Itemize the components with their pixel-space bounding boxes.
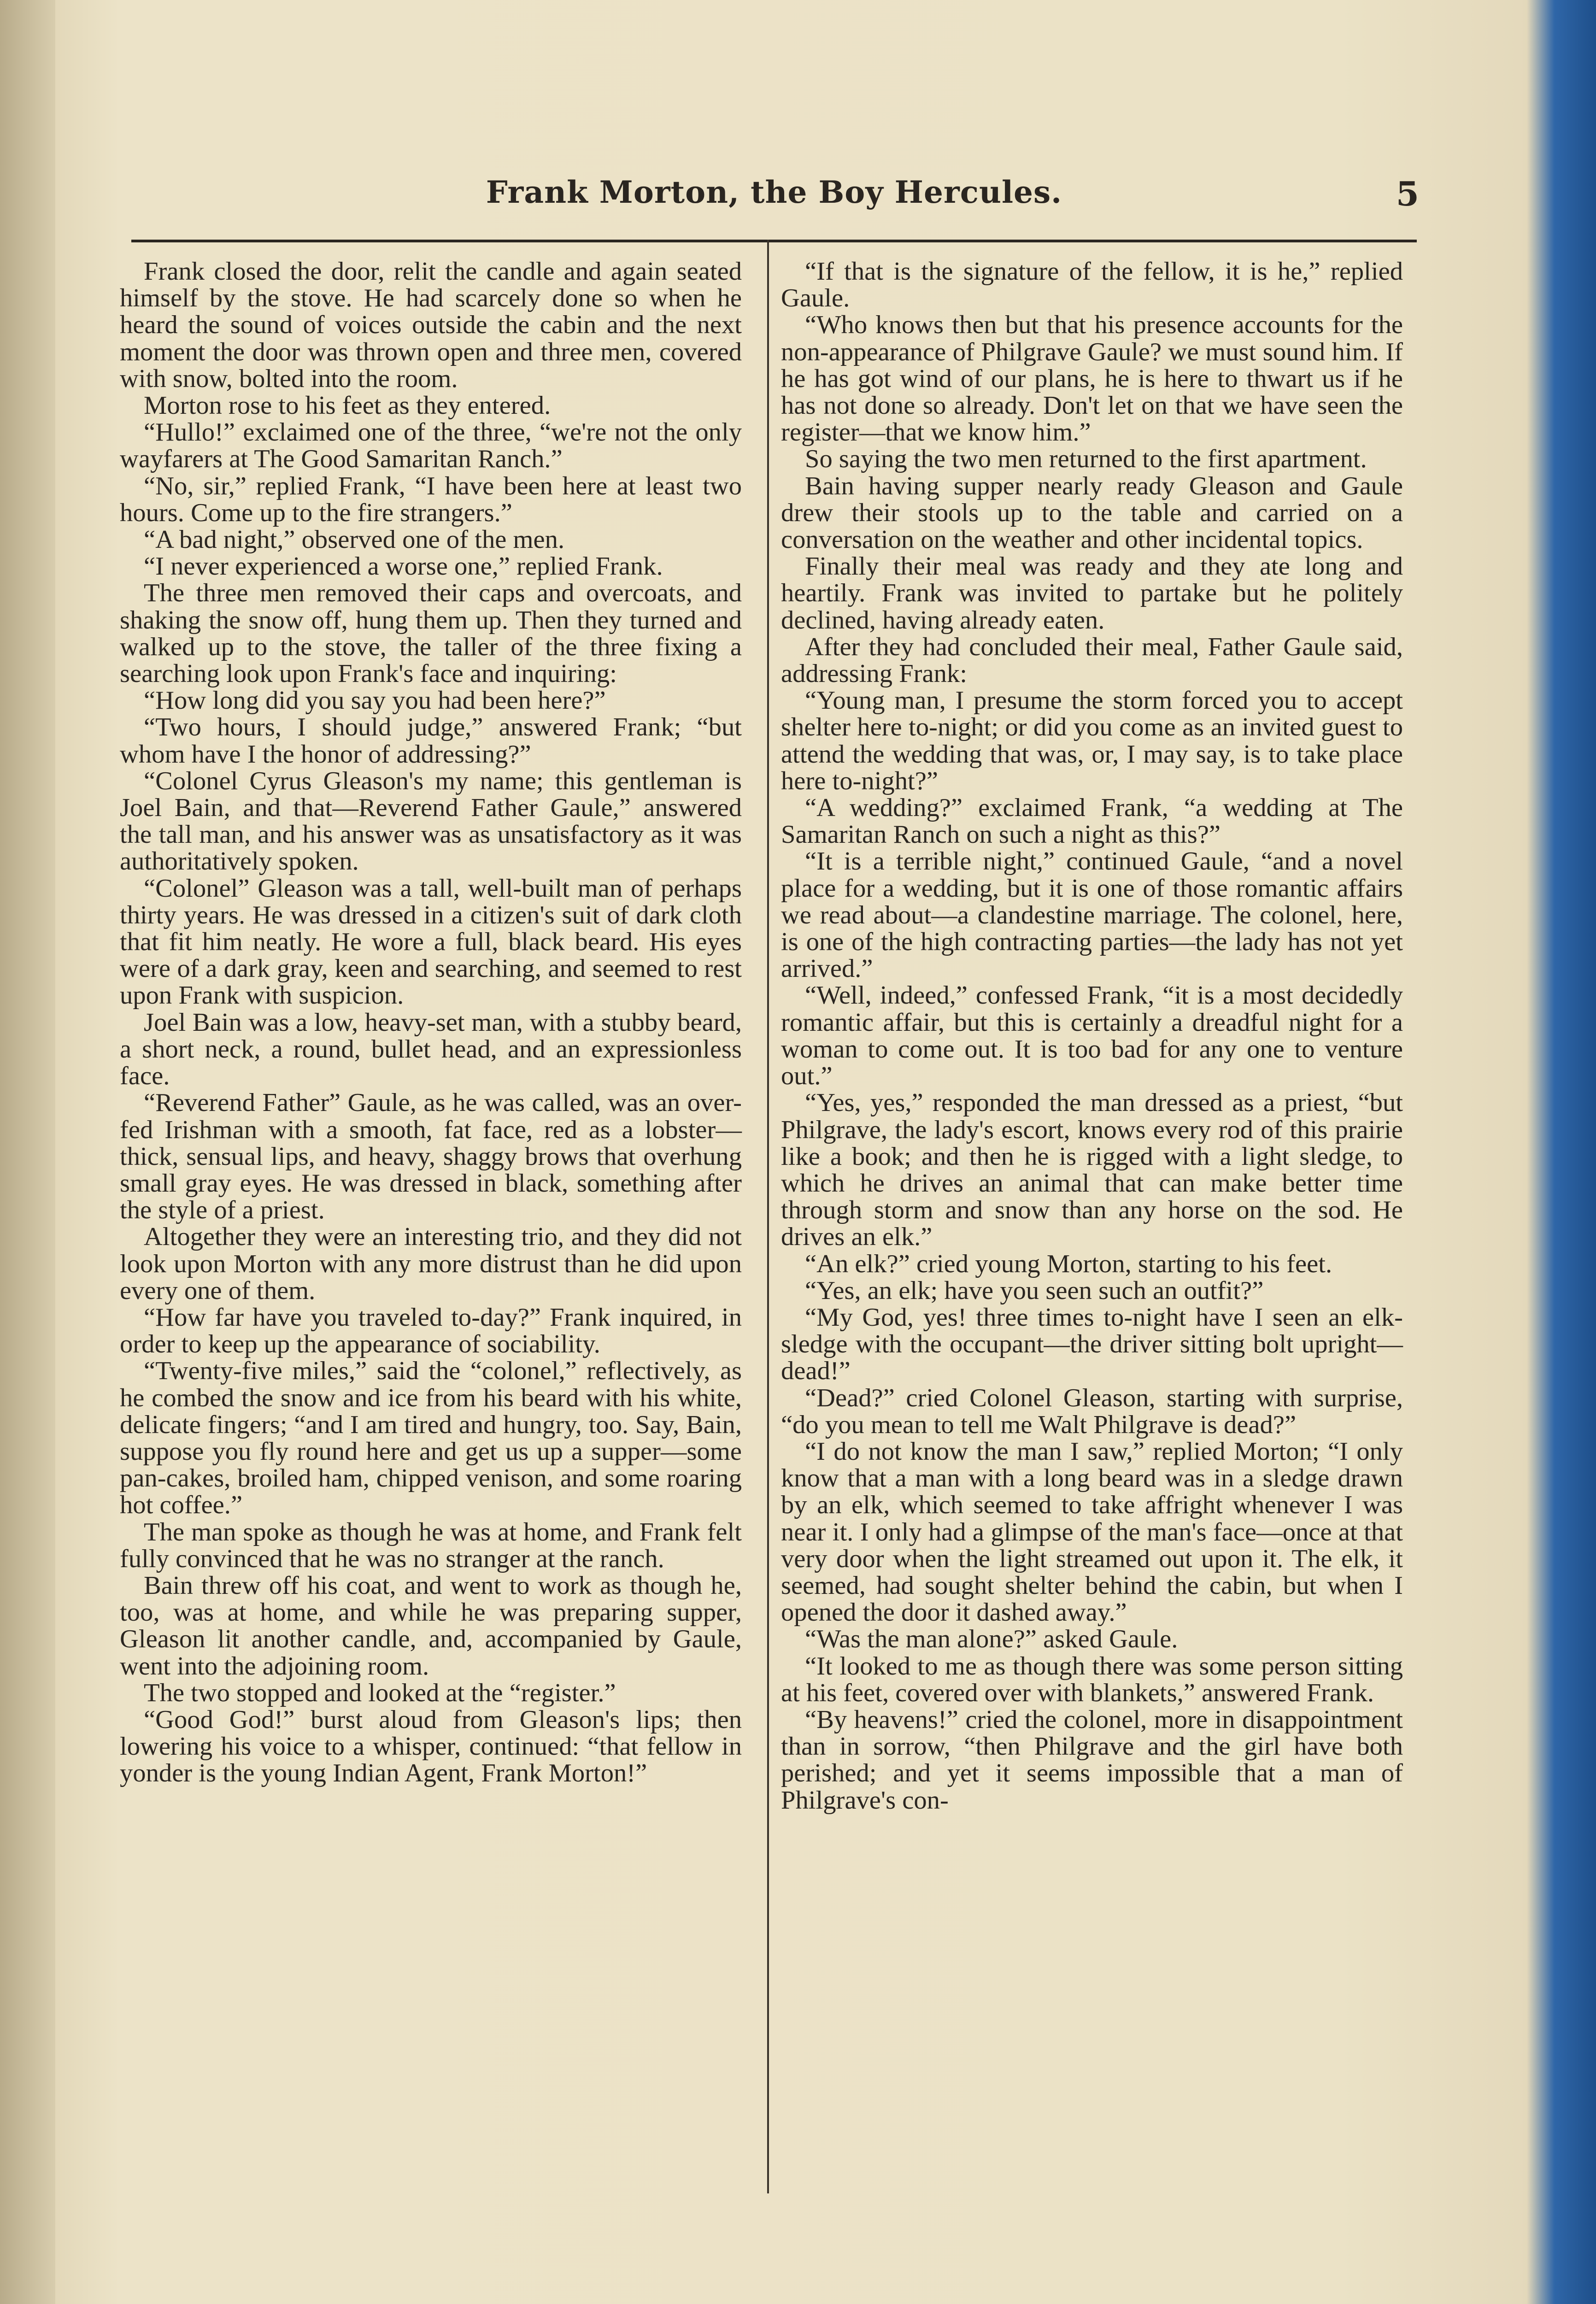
paragraph: The three men removed their caps and overcoats, and shaking the snow off, hung them up. Then they turned and walked up to the stove, the taller of the three fixing a searching look upon Frank's face and inquiring: [120, 579, 742, 688]
paragraph: “An elk?” cried young Morton, starting to his feet. [805, 1249, 1332, 1278]
paragraph: Bain having supper nearly ready Gleason and Gaule drew their stools up to the table and carried on a conversation on the weather and other incidental topics. [781, 471, 1403, 554]
paragraph: “It is a terrible night,” continued Gaule, “and a novel place for a wedding, but it is one of those romantic affairs we read about—a clandestine marriage. The colonel, here, is one of the high contracting parties—the lady has not yet arrived.” [781, 847, 1403, 983]
column-divider [767, 240, 769, 2193]
paragraph: “Well, indeed,” confessed Frank, “it is a most decidedly romantic affair, but this is certainly a dreadful night for a woman to come out. It is too bad for any one to venture out.” [781, 981, 1403, 1091]
paragraph: “By heavens!” cried the colonel, more in disappointment than in sorrow, “then Philgrave and the girl have both perished; and yet it seems impossible that a man of Philgrave's con- [781, 1705, 1403, 1815]
paragraph: “Who knows then but that his presence accounts for the non-appearance of Philgrave Gaule? we must sound him. If he has got wind of our plans, he is here to thwart us if he has not done so already. Don't let on that we have seen the register—that we know him.” [781, 311, 1403, 447]
paragraph: “Young man, I presume the storm forced you to accept shelter here to-night; or did you come as an invited guest to attend the wedding that was, or, I may say, is to take place here to-night?” [781, 686, 1403, 795]
page-number: 5 [1396, 174, 1419, 213]
paragraph: So saying the two men returned to the first apartment. [805, 445, 1367, 474]
paragraph: Frank closed the door, relit the candle and again seated himself by the stove. He had scarcely done so when he heard the sound of voices outside the cabin and the next moment the door was thrown open and three men, covered with snow, bolted into the room. [120, 257, 742, 393]
paragraph: After they had concluded their meal, Father Gaule said, addressing Frank: [781, 632, 1403, 688]
paragraph: Altogether they were an interesting trio, and they did not look upon Morton with any more distrust than he did upon every one of them. [120, 1223, 742, 1305]
paragraph: “I never experienced a worse one,” replied Frank. [144, 552, 663, 581]
blue-backing-edge [1527, 0, 1596, 2304]
paragraph: Finally their meal was ready and they ate long and heartily. Frank was invited to partake but he politely declined, having already eaten. [781, 552, 1403, 635]
paragraph: “I do not know the man I saw,” replied Morton; “I only know that a man with a long beard was in a sledge drawn by an elk, which seemed to take affright whenever I was near it. I only had a glimpse of the man's face—once at that very door when the light streamed out upon it. The elk, it seemed, had sought shelter behind the cabin, but when I opened the door it dashed away.” [781, 1437, 1403, 1627]
paragraph: The man spoke as though he was at home, and Frank felt fully convinced that he was no stranger at the ranch. [120, 1517, 742, 1573]
header-rule [131, 240, 1417, 242]
paragraph: “Dead?” cried Colonel Gleason, starting with surprise, “do you mean to tell me Walt Philgrave is dead?” [781, 1383, 1403, 1439]
paragraph: Morton rose to his feet as they entered. [144, 391, 551, 420]
paragraph: “Reverend Father” Gaule, as he was called, was an over-fed Irishman with a smooth, fat face, red as a lobster—thick, sensual lips, and heavy, shaggy brows that overhung small gray eyes. He was dressed in black, something after the style of a priest. [120, 1088, 742, 1225]
paragraph: The two stopped and looked at the “register.” [144, 1678, 616, 1707]
right-column [781, 258, 1403, 1814]
paragraph: “How far have you traveled to-day?” Frank inquired, in order to keep up the appearance of sociability. [120, 1303, 742, 1359]
paragraph: “Twenty-five miles,” said the “colonel,” reflectively, as he combed the snow and ice from his beard with his white, delicate fingers; “and I am tired and hungry, too. Say, Bain, suppose you fly round here and get us up a supper—some pan-cakes, broiled ham, chipped venison, and some roaring hot coffee.” [120, 1357, 742, 1520]
paragraph: “Was the man alone?” asked Gaule. [805, 1625, 1178, 1654]
paragraph: “Colonel” Gleason was a tall, well-built man of perhaps thirty years. He was dressed in a citizen's suit of dark cloth that fit him neatly. He wore a full, black beard. His eyes were of a dark gray, keen and searching, and seemed to rest upon Frank with suspicion. [120, 874, 742, 1010]
paragraph: “A bad night,” observed one of the men. [144, 525, 565, 554]
running-title: Frank Morton, the Boy Hercules. [486, 174, 1062, 210]
paragraph: “Good God!” burst aloud from Gleason's lips; then lowering his voice to a whisper, continued: “that fellow in yonder is the young Indian Agent, Frank Morton!” [120, 1705, 742, 1788]
paragraph: “If that is the signature of the fellow, it is he,” replied Gaule. [781, 257, 1403, 313]
paragraph: “Yes, an elk; have you seen such an outfit?” [805, 1276, 1264, 1305]
paragraph: “No, sir,” replied Frank, “I have been here at least two hours. Come up to the fire strangers.” [120, 471, 742, 527]
paragraph: Bain threw off his coat, and went to work as though he, too, was at home, and while he was preparing supper, Gleason lit another candle, and, accompanied by Gaule, went into the adjoining room. [120, 1571, 742, 1681]
page-binding-shadow [0, 0, 55, 2304]
running-header [129, 174, 1419, 229]
left-column [120, 258, 742, 1787]
paragraph: “My God, yes! three times to-night have I seen an elk-sledge with the occupant—the driver sitting bolt upright—dead!” [781, 1303, 1403, 1386]
paragraph: “A wedding?” exclaimed Frank, “a wedding at The Samaritan Ranch on such a night as this?” [781, 793, 1403, 849]
paragraph: Joel Bain was a low, heavy-set man, with a stubby beard, a short neck, a round, bullet head, and an expressionless face. [120, 1008, 742, 1091]
paragraph: “Two hours, I should judge,” answered Frank; “but whom have I the honor of addressing?” [120, 713, 742, 769]
paragraph: “How long did you say you had been here?” [144, 686, 606, 715]
paragraph: “It looked to me as though there was some person sitting at his feet, covered over with blankets,” answered Frank. [781, 1652, 1403, 1707]
paragraph: “Yes, yes,” responded the man dressed as a priest, “but Philgrave, the lady's escort, knows every rod of this prairie like a book; and then he is rigged with a light sledge, to which he drives an animal that can make better time through storm and snow than any horse on the sod. He drives an elk.” [781, 1088, 1403, 1252]
paragraph: “Colonel Cyrus Gleason's my name; this gentleman is Joel Bain, and that—Reverend Father Gaule,” answered the tall man, and his answer was as unsatisfactory as it was authoritatively spoken. [120, 766, 742, 876]
paragraph: “Hullo!” exclaimed one of the three, “we're not the only wayfarers at The Good Samaritan Ranch.” [120, 418, 742, 474]
